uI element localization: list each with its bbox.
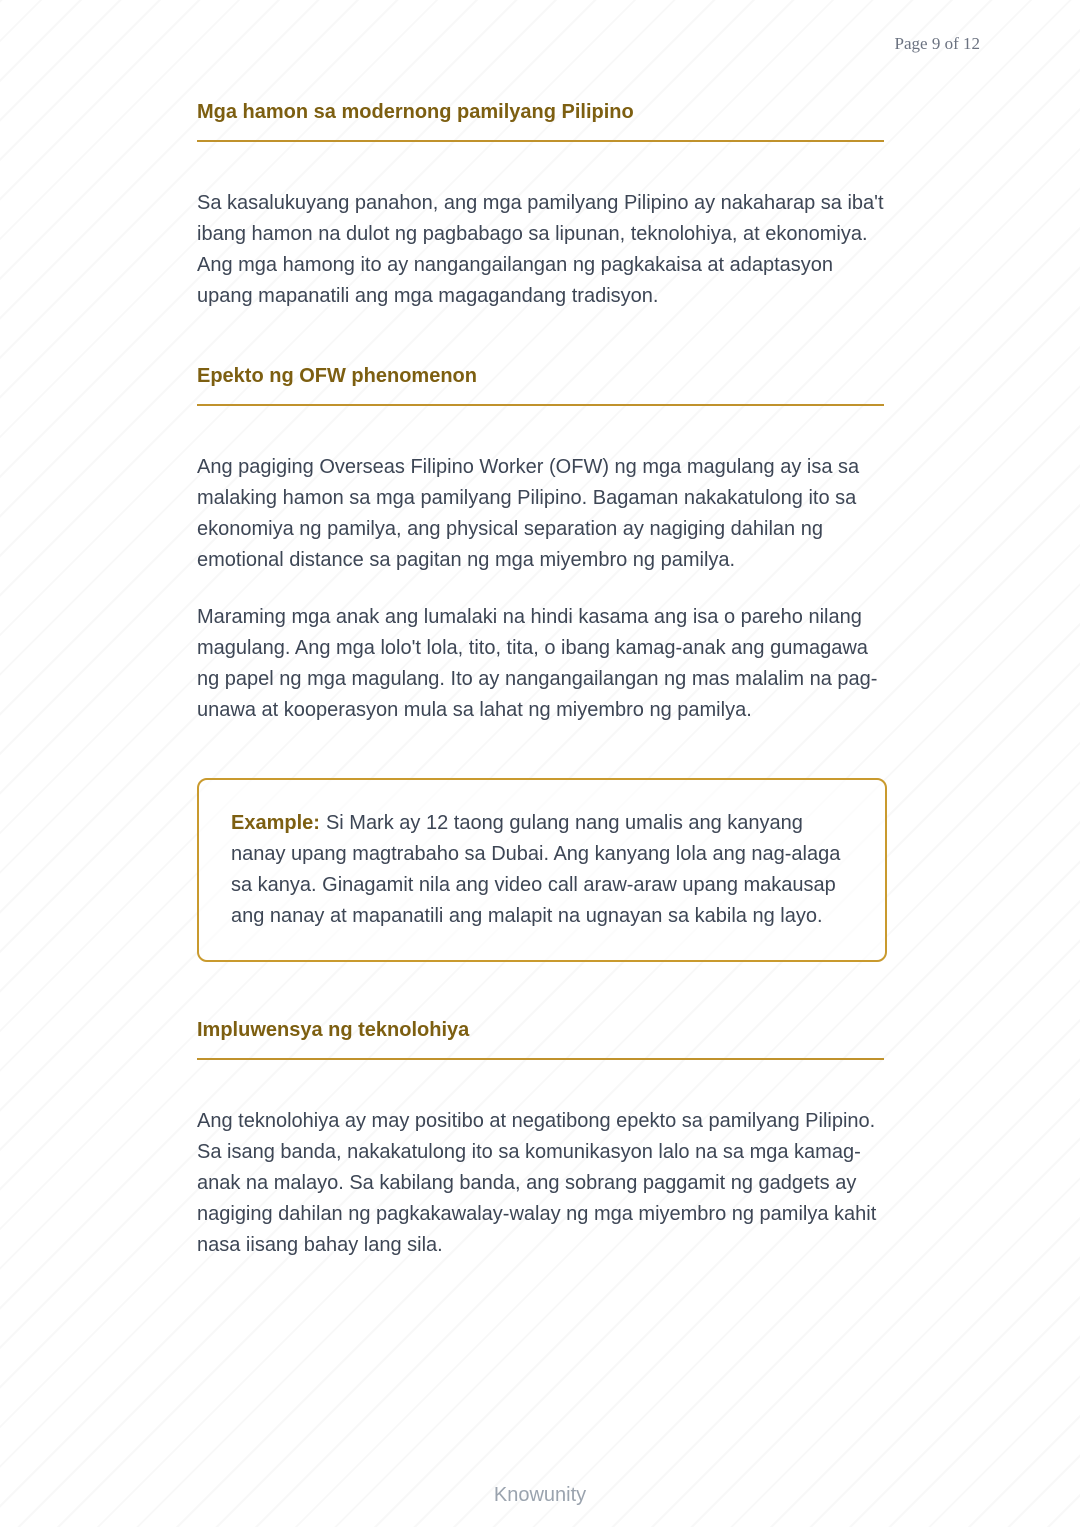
example-body: Si Mark ay 12 taong gulang nang umalis ang kanyang nanay upang magtrabaho sa Dubai. Ang kanyang lola ang nag-alaga sa kanya. Ginagamit nila ang video call araw-araw upang makausap ang nanay at mapanatili ang malapit na ugnayan sa kabila ng layo. — [231, 812, 841, 927]
example-label: Example: — [231, 812, 320, 834]
body-paragraph: Sa kasalukuyang panahon, ang mga pamilyang Pilipino ay nakaharap sa iba't ibang hamon na dulot ng pagbabago sa lipunan, teknolohiya, at ekonomiya. Ang mga hamong ito ay nangangailangan ng pagkakaisa at adaptasyon upang mapanatili ang mga magagandang tradisyon. — [197, 192, 884, 307]
body-paragraph: Ang pagiging Overseas Filipino Worker (OFW) ng mga magulang ay isa sa malaking hamon sa mga pamilyang Pilipino. Bagaman nakakatulong ito sa ekonomiya ng pamilya, ang physical separation ay nagiging dahilan ng emotional distance sa pagitan ng mga miyembro ng pamilya. — [197, 456, 860, 571]
section-mga-hamon — [197, 100, 884, 312]
page-content — [197, 100, 884, 1313]
page-number-label: Page 9 of 12 — [894, 34, 980, 53]
footer-brand: Knowunity — [493, 1484, 587, 1506]
body-paragraph: Maraming mga anak ang lumalaki na hindi kasama ang isa o pareho nilang magulang. Ang mga lolo't lola, tito, tita, o ibang kamag-anak ang gumagawa ng papel ng mga magulang. Ito ay nangangailangan ng mas malalim na pag-unawa at kooperasyon mula sa lahat ng miyembro ng pamilya. — [197, 606, 878, 721]
section-epekto-ofw — [197, 364, 884, 726]
section-impluwensya-teknolohiya — [197, 1018, 884, 1261]
body-paragraph: Ang teknolohiya ay may positibo at negatibong epekto sa pamilyang Pilipino. Sa isang banda, nakakatulong ito sa komunikasyon lalo na sa mga kamag-anak na malayo. Sa kabilang banda, ang sobrang paggamit ng gadgets ay nagiging dahilan ng pagkakawalay-walay ng mga miyembro ng pamilya kahit nasa iisang bahay lang sila. — [197, 1110, 877, 1256]
section-heading: Epekto ng OFW phenomenon — [197, 364, 884, 406]
example-callout-box — [197, 778, 887, 962]
section-heading: Mga hamon sa modernong pamilyang Pilipino — [197, 100, 884, 142]
example-text — [231, 808, 853, 932]
section-heading: Impluwensya ng teknolohiya — [197, 1018, 884, 1060]
